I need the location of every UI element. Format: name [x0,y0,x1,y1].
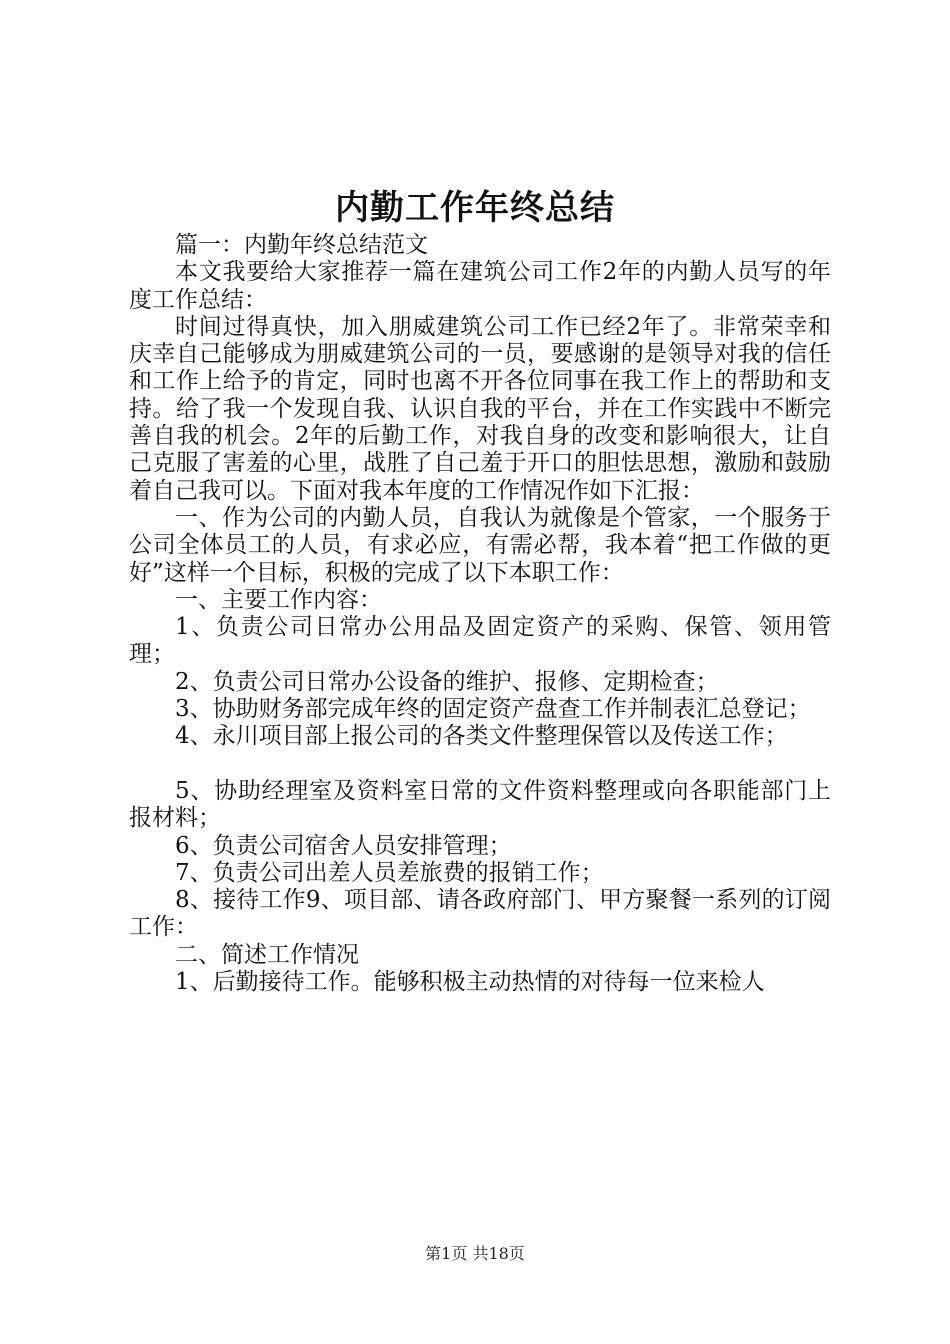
document-title: 内勤工作年终总结 [335,188,615,228]
list-item: 4、永川项目部上报公司的各类文件整理保管以及传送工作； [175,723,788,750]
list-item: 1、后勤接待工作。能够积极主动热情的对待每一位来检人 [175,969,765,996]
list-item: 7、负责公司出差人员差旅费的报销工作； [175,859,604,886]
paragraph-role: 一、作为公司的内勤人员，自我认为就像是个管家，一个服务于公司全体员工的人员，有求必应，有需必帮，我本着“把工作做的更好”这样一个目标，积极的完成了以下本职工作： [129,504,831,586]
document-body [129,232,831,996]
paragraph-summary: 时间过得真快，加入朋威建筑公司工作已经2年了。非常荣幸和庆幸自己能够成为朋威建筑公司的一员，要感谢的是领导对我的信任和工作上给予的肯定，同时也离不开各位同事在我工作上的帮助和支持。给了我一个发现自我、认识自我的平台，并在工作实践中不断完善自我的机会。2年的后勤工作，对我自身的改变和影响很大，让自己克服了害羞的心里，战胜了自己羞于开口的胆怯思想，激励和鼓励着自己我可以。下面对我本年度的工作情况作如下汇报： [129,313,831,504]
list-item: 3、协助财务部完成年终的固定资产盘查工作并制表汇总登记； [175,696,811,723]
list-item: 2、负责公司日常办公设备的维护、报修、定期检查； [175,668,719,695]
section-heading-main-work: 一、主要工作内容： [175,586,382,613]
list-item: 6、负责公司宿舍人员安排管理； [175,832,512,859]
section-heading-work-overview: 二、简述工作情况 [175,941,359,968]
page-footer: 第1页 共18页 [425,1244,525,1263]
list-item: 1、负责公司日常办公用品及固定资产的采购、保管、领用管理； [129,614,831,668]
list-item: 5、协助经理室及资料室日常的文件资料整理或向各职能部门上报材料； [129,777,831,832]
paragraph-intro: 本文我要给大家推荐一篇在建筑公司工作2年的内勤人员写的年度工作总结： [129,259,831,313]
list-item: 8、接待工作9、项目部、请各政府部门、甲方聚餐一系列的订阅工作： [129,887,831,941]
blank-line [129,751,831,778]
paragraph-heading-1: 篇一：内勤年终总结范文 [175,232,428,258]
